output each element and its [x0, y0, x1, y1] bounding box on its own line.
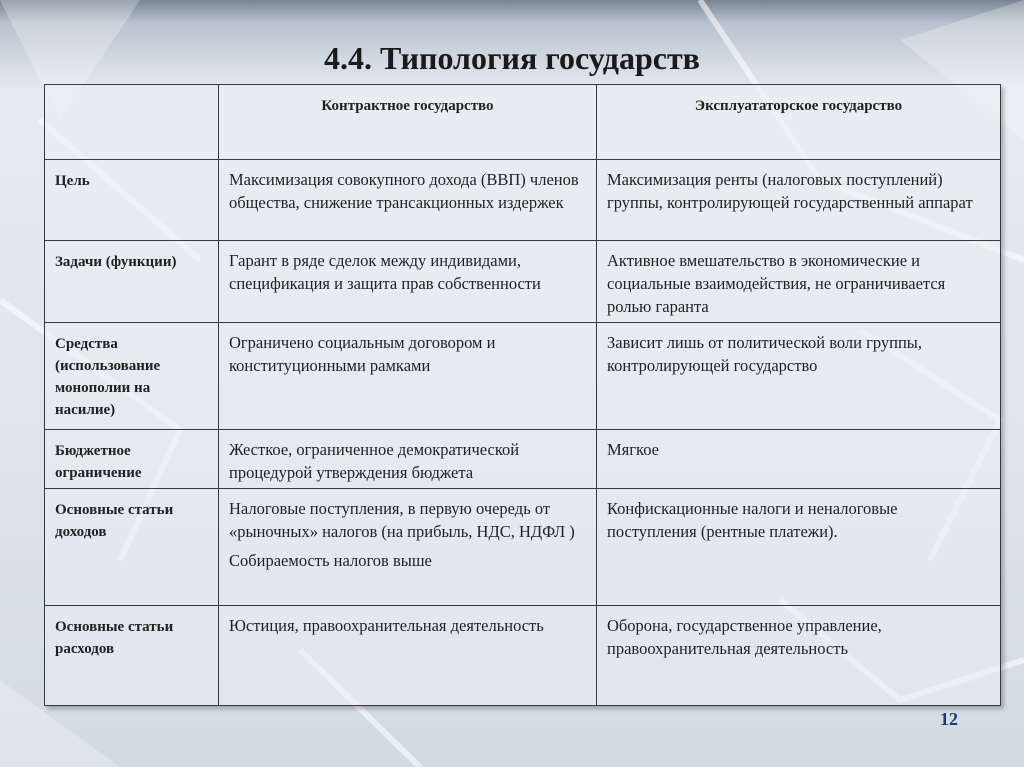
cell-contract-extra: Собираемость налогов выше [229, 551, 432, 570]
row-label: Цель [45, 160, 219, 241]
table-row [45, 430, 1001, 489]
cell-contract: Ограничено социальным договором и конституционными рамками [219, 323, 597, 430]
table-header-row [45, 85, 1001, 160]
header-contract: Контрактное государство [219, 85, 597, 160]
header-exploit: Эксплуататорское государство [597, 85, 1001, 160]
row-label: Средства (использование монополии на насилие) [45, 323, 219, 430]
table-row [45, 489, 1001, 606]
cell-exploit: Максимизация ренты (налоговых поступлений) группы, контролирующей государственный аппарат [597, 160, 1001, 241]
row-label: Задачи (функции) [45, 241, 219, 323]
cell-contract-main: Налоговые поступления, в первую очередь от «рыночных» налогов (на прибыль, НДС, НДФЛ ) [229, 499, 575, 541]
cell-exploit: Конфискационные налоги и неналоговые поступления (рентные платежи). [597, 489, 1001, 606]
table-row [45, 606, 1001, 706]
cell-exploit: Активное вмешательство в экономические и социальные взаимодействия, не ограничивается ролью гаранта [597, 241, 1001, 323]
cell-contract [219, 489, 597, 606]
cell-exploit: Оборона, государственное управление, правоохранительная деятельность [597, 606, 1001, 706]
header-empty-cell [45, 85, 219, 160]
cell-contract: Гарант в ряде сделок между индивидами, спецификация и защита прав собственности [219, 241, 597, 323]
table-row [45, 323, 1001, 430]
row-label: Бюджетное ограничение [45, 430, 219, 489]
table-row [45, 160, 1001, 241]
table-row [45, 241, 1001, 323]
row-label: Основные статьи доходов [45, 489, 219, 606]
cell-exploit: Зависит лишь от политической воли группы, контролирующей государство [597, 323, 1001, 430]
cell-contract: Жесткое, ограниченное демократической процедурой утверждения бюджета [219, 430, 597, 489]
cell-contract: Максимизация совокупного дохода (ВВП) членов общества, снижение трансакционных издержек [219, 160, 597, 241]
cell-exploit: Мягкое [597, 430, 1001, 489]
page-number: 12 [940, 709, 958, 729]
page-title: 4.4. Типология государств [324, 40, 700, 76]
typology-table [44, 84, 1001, 706]
cell-contract: Юстиция, правоохранительная деятельность [219, 606, 597, 706]
row-label: Основные статьи расходов [45, 606, 219, 706]
